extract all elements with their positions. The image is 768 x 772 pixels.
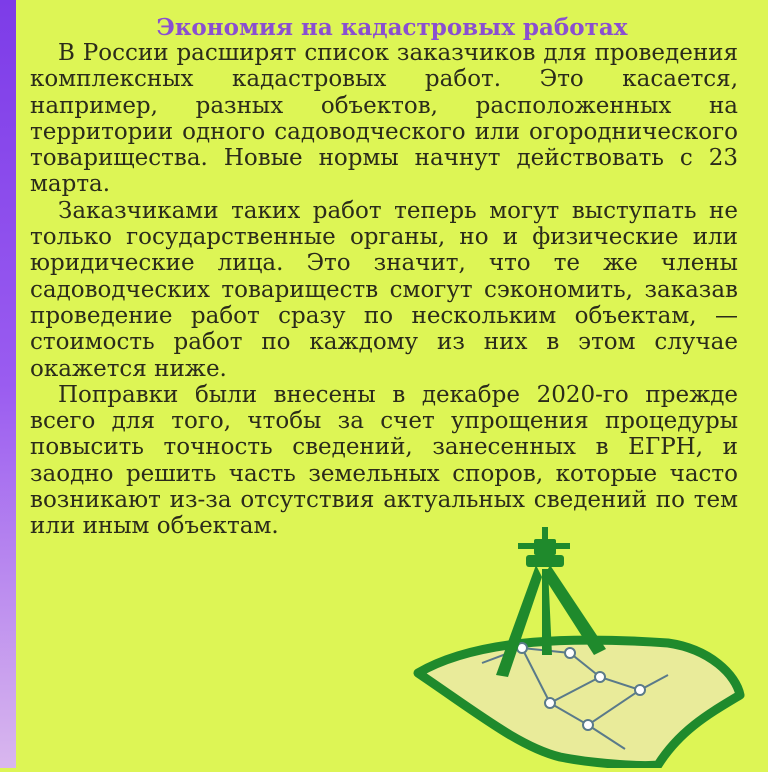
paragraph-1: В России расширят список заказчиков для проведения комплексных кадастровых работ. Это касается, например, разных объектов, расположенных на территории одного садоводческого или огороднического товарищества. Новые нормы начнут действовать с 23 марта. [30, 40, 738, 198]
page-title: Экономия на кадастровых работах [156, 14, 628, 41]
left-accent-bar [0, 0, 16, 768]
paragraph-2: Заказчиками таких работ теперь могут выступать не только государственные органы, но и физические или юридические лица. Это значит, что те же члены садоводческих товариществ смогут сэкономить, заказав проведение работ сразу по нескольким объектам, — стоимость работ по каждому из них в этом случае окажется ниже. [30, 197, 738, 382]
surveyor-tripod-map-icon [410, 525, 750, 772]
article-body [30, 40, 738, 540]
paragraph-3: Поправки были внесены в декабре 2020-го прежде всего для того, чтобы за счет упрощения процедуры повысить точность сведений, занесенных в ЕГРН, и заодно решить часть земельных споров, которые часто возникают из-за отсутствия актуальных сведений по тем или иным объектам. [30, 381, 738, 540]
